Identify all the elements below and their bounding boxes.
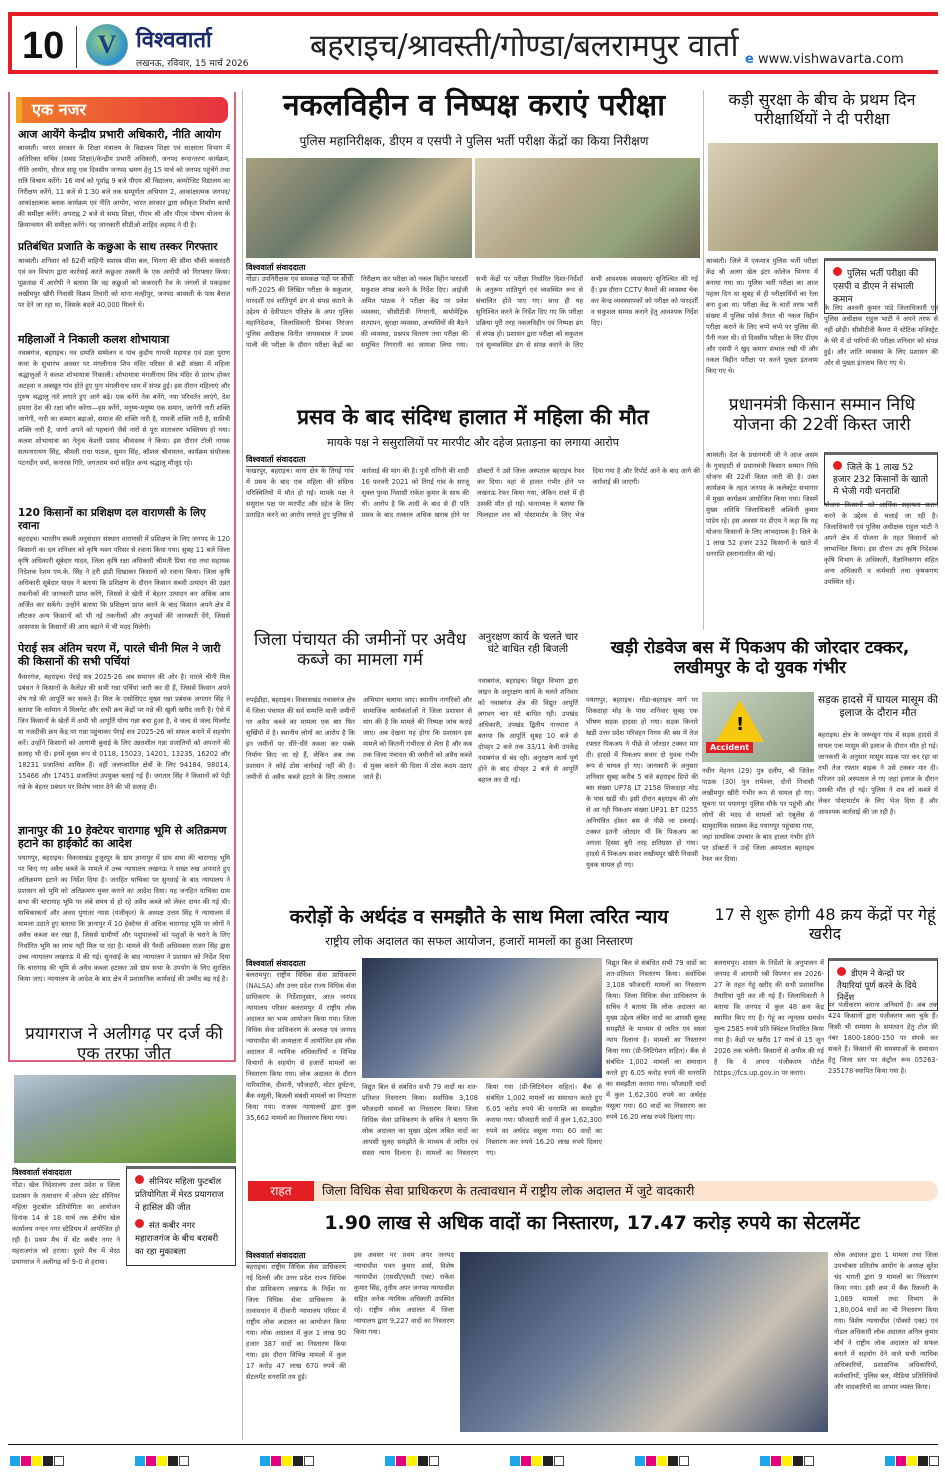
brief-story-4 — [18, 507, 230, 640]
accident-body: पयागपुर, बहराइच। गोंडा-बहराइच मार्ग पर शिकदाहा मोड़ के पास शनिवार सुबह एक भीषण सड़क हादसा हो गया। सड़क किनारे खड़ी उत्तर प्रदेश परिवहन निगम की बस में तेज रफ्तार पिकअप ने पीछे से जोरदार टक्कर मार दी। हादसे में पिकअप सवार दो युवक गंभीर रूप से घायल हो गए। जानकारी के अनुसार शनिवार सुबह करीब 5 बजे बहराइच डिपो की बस संख्या UP78 LT 2158 शिकदाहा मोड़ के पास खड़ी थी। इसी दौरान बहराइच की ओर से आ रही पिकअप संख्या UP31 BT 0255 अनियंत्रित होकर बस से पीछे जा टकराई। टक्कर इतनी जोरदार थी कि पिकअप का अगला हिस्सा बुरी तरह क्षतिग्रस्त हो गया। हादसे में पिकअप सवार लखीमपुर खीरी निवासी युवक घायल हो गए। — [586, 696, 698, 869]
logo-letter: V — [97, 30, 117, 59]
sports-highlights-box — [126, 1166, 236, 1266]
bullet-dot-icon — [837, 967, 846, 976]
rahat-kicker: जिला विधिक सेवा प्राधिकरण के तत्वावधान में राष्ट्रीय लोक अदालत में जुटे वादकारी — [322, 1183, 695, 1198]
bullet-dot-icon — [135, 1219, 144, 1228]
sports-byline: विश्ववार्ता संवाददाता — [12, 1167, 120, 1180]
masthead-divider — [76, 26, 77, 68]
child-death-body: बहराइच। क्षेत्र के जरूखुन गांव में सड़क हादसे में घायल एक मासूम की इलाज के दौरान मौत हो गई। जानकारी के अनुसार मासूम सड़क पार कर रहा था तभी तेज रफ्तार बाइक ने उसे टक्कर मार दी। परिजन उसे अस्पताल ले गए जहां इलाज के दौरान उसकी मौत हो गई। पुलिस ने शव को कब्जे में लेकर पोस्टमार्टम के लिए भेज दिया है और आवश्यक कार्रवाई की जा रही है। — [818, 731, 938, 816]
story-body: बहराइच। भारतीय सब्जी अनुसंधान संस्थान वाराणसी में प्रशिक्षण के लिए जनपद के 120 किसानों का दल शनिवार को कृषि भवन परिसर से रवाना किया गया। सुबह 11 बजे जिला कृषि अधिकारी सूबेदार यादव, जिला कृषि रक्षा अधिकारी श्रीमती प्रिया नंदा तथा सहायक निदेशक रेशम एम.के. सिंह ने हरी झंडी दिखाकर किसानों को रवाना किया। जिला कृषि अधिकारी सूबेदार यादव ने बताया कि प्रशिक्षण के दौरान किसान सब्जी उत्पादन की उन्नत तकनीकों की जानकारी प्राप्त करेंगे, जिससे वे खेती में बेहतर उत्पादन कर अधिक आय अर्जित कर सकेंगे। उन्होंने बताया कि प्रशिक्षण प्राप्त करने के बाद किसान अपने क्षेत्र में लौटकर अन्य किसानों को भी नई तकनीकों और अनुभवों की जानकारी देंगे, जिससे आसपास के किसानों की आय बढ़ाने में भी मदद मिलेगी। — [18, 535, 230, 632]
brief-story-5 — [18, 642, 230, 802]
column-rule — [703, 90, 704, 630]
exam-body: श्रावस्ती। जिले में एकमात्र पुलिस भर्ती परीक्षा केंद्र श्री अलग खेल इंटर कॉलेज भिनगा में बनाया गया था। पुलिस भर्ती परीक्षा का आज पहला दिन था सुबह से ही परीक्षार्थियों का रेला बना हुआ था। परीक्षा केंद्र के चारों तरफ भारी संख्या में पुलिस फोर्स तैनात थी नकल विहीन परीक्षा कराने के लिए चप्पे चप्पे पर पुलिस की पैनी नजर थी। दो दिवसीय परीक्षा के लिए डीएम और एसपी ने खुद कमान संभाल रखी थी और नकल विहीन परीक्षा पर करने पुख्ता इंतजाम किए गए थे। — [706, 257, 818, 375]
lead-headline: नकलविहीन व निष्पक्ष कराएं परीक्षा — [283, 88, 665, 123]
highlight-text: डीएम ने केन्द्रों पर तैयारियां पूर्ण करने के दिये निर्देश — [837, 969, 917, 1003]
lok-adalat-body-lower: विद्युत बिल से संबंधित सभी 79 वादों का शत-प्रतिशत निस्तारण किया। सर्वाधिक 3,108 फौजदारी मामलों का निस्तारण किया। जिला विधिक सेवा प्राधिकरण के सचिव ने बताया कि लोक अदालत का मुख्य उद्देश्य लंबित वादों का आपसी सुलह समझौते के माध्यम से त्वरित एवं सस्ता न्याय दिलाना है। मामलों का निस्तारण किया गया (प्री-लिटिगेशन सहित)। बैंक से संबंधित 1,002 मामलों का समाधान करते हुए 6.05 करोड़ रुपये की धनराशि का समझौता कराया गया। फौजदारी वादों में कुल 1,62,300 रुपये का अर्थदंड वसूला गया। 60 वादों का निस्तारण कर रुपये 16.20 लाख रुपये दिलाए गए। — [362, 1083, 602, 1157]
child-death-headline: सड़क हादसे में घायल मासूम की इलाज के दौरान मौत — [818, 694, 939, 719]
story-headline: आज आयेंगे केन्द्रीय प्रभारी अधिकारी, नीति आयोग — [18, 128, 221, 141]
panchayat-body: रुपईडीहा, बहराइच। विकासखंड नवाबगंज क्षेत्र में जिला पंचायत की सर्व सम्पत्ति वाली जमीनों पर अवैध कब्जे का मामला एक बार फिर सुर्खियों में है। स्थानीय लोगों का आरोप है कि इन जमीनों पर धीरे-धीरे कब्जा कर पक्के निर्माण किए जा रहे हैं, लेकिन अब तक प्रशासन ने कोई ठोस कार्रवाई नहीं की है। जमीनों से अवैध कब्जे हटाने के लिए तत्काल अभियान चलाया जाए। स्थानीय नागरिकों और सामाजिक कार्यकर्ताओं ने जिला प्रशासन से मांग की है कि मामले की निष्पक्ष जांच कराई जाए। अब देखना यह होगा कि प्रशासन इस मामले को कितनी गंभीरता से लेता है और कब तक जिला पंचायत की जमीनों को अवैध कब्जे से मुक्त कराने की दिशा में ठोस कदम उठाए जाते हैं। — [246, 696, 472, 781]
exclamation-icon: ! — [736, 714, 745, 735]
cmyk-color-bar — [10, 1451, 940, 1470]
lead-body: गोंडा। उपनिरीक्षक एवं समकक्ष पदों पर सीधी भर्ती-2025 की लिखित परीक्षा के सकुशल, पारदर्शी एवं शांतिपूर्ण ढंग से संपन्न कराने के उद्देश्य से देवीपाटन परिक्षेत्र के अपर पुलिस महानिदेशक, जिलाधिकारी प्रियंका निरंजन पुलिस अधीक्षक विनीत जायसवाल ने प्रथम पाली की परीक्षा के दौरान परीक्षा केंद्रों का निरीक्षण कर परीक्षा को नकल विहीन पारदर्शी सकुशल संपन्न करने के निर्देश दिए। आईजी अमित पाठक ने परीक्षा केंद्र पर प्रवेश व्यवस्था, सीसीटीवी निगरानी, बायोमेट्रिक सत्यापन, सुरक्षा व्यवस्था, अभ्यर्थियों की बैठने की व्यवस्था, प्रश्नपत्र वितरण तथा परीक्षा की समुचित निगरानी का जायजा लिया गया। सभी केंद्रों पर परीक्षा निर्धारित दिशा-निर्देशों के अनुरूप शांतिपूर्ण एवं व्यवस्थित रूप से संचालित होते पाए गए। साथ ही यह सुनिश्चित करने के निर्देश दिए गए कि परीक्षा प्रक्रिया पूरी तरह नकलविहीन एवं निष्पक्ष ढंग से संपन्न हो। प्रशासन द्वारा परीक्षा को सकुशल एवं सुव्यवस्थित ढंग से संपन्न कराने के लिए सभी आवश्यक व्यवस्थाएं सुनिश्चित की गई हैं। इस दौरान CCTV कैमरों की व्यवस्था चेक कर केन्द्र व्यवस्थापकों को परीक्षा को पारदर्शी व सकुशल सम्पन्न कराने हेतु आवश्यक निर्देश दिए। — [246, 275, 698, 349]
accident-warning-photo — [702, 692, 814, 762]
highlight-text: पुलिस भर्ती परीक्षा की एसपी व डीएम ने संभाली कमान — [833, 269, 919, 305]
cmyk-swatch-group — [385, 1451, 440, 1470]
brief-story-3 — [18, 333, 230, 476]
print-registration-rule — [8, 1444, 938, 1445]
bullet-dot-icon — [833, 267, 842, 276]
electricity-body: नवाबगंज, बहराइच। विद्युत विभाग द्वारा लाइन के अनुरक्षण कार्य के चलते शनिवार को नवाबगंज क्षेत्र की विद्युत आपूर्ति लगभग चार घंटे बाधित रही। उपखंड अधिकारी, उपखंड द्वितीय नानपारा ने बताया कि आपूर्ति सुबह 10 बजे से दोपहर 2 बजे तक 33/11 केवी उपकेंद्र नवाबगंज से बंद रही। अनुरक्षण कार्य पूर्ण होने के बाद दोपहर 2 बजे से आपूर्ति बहाल कर दी गई। — [478, 677, 578, 784]
wheat-purchase-headline: 17 से शुरू होगी 48 क्रय केंद्रों पर गेहूं खरीद — [714, 905, 936, 944]
page-number: 10 — [22, 25, 65, 67]
panchayat-headline: जिला पंचायत की जमीनों पर अवैध कब्जे का मामला गर्म — [253, 630, 467, 671]
woman-death-subheadline: मायके पक्ष ने ससुरालियों पर मारपीट और दहेज प्रताड़ना का लगाया आरोप — [327, 436, 619, 449]
column-rule — [242, 90, 243, 1440]
story-headline: प्रतिबंधित प्रजाति के कछुआ के साथ तस्कर गिरफ्तार — [18, 241, 218, 253]
ek-najar-label: एक नजर — [16, 97, 228, 123]
story-body: कैसरगंज, बहराइच। पेराई सत्र 2025-26 अब समापन की ओर है। पारले चीनी मिल प्रबंधन ने किसानों के कैलेंडर की सभी गन्ना पर्चियां जारी कर दी हैं, जिससे किसान अपने शेष गन्ने की आपूर्ति कर सकते हैं। मिल के एसोसिएट मुख्य गन्ना प्रबंधक जगतार सिंह ने बताया कि वर्तमान में मिलगेट और सभी क्रय केंद्रों पर गन्ने की खुली खरीद जारी है। ऐसे में जिन किसानों के खेतों में अभी भी आपूर्ति योग्य गन्ना बचा हुआ है, वे जल्द से जल्द मिलगेट या नजदीकी क्रय केंद्र पर गन्ना पहुंचाकर पेराई सत्र 2025-26 को सफल बनाने में सहयोग करें। उन्होंने किसानों को आगामी बुवाई के लिए उन्नतशील गन्ना प्रजातियों को अपनाने की सलाह भी दी। इनमें मुख्य रूप से 0118, 15023, 14201, 13235, 16202 और 18231 प्रजातियां शामिल हैं। वहीं जलप्लावित क्षेत्रों के लिए 94184, 98014, 15466 और 17451 प्रजातियां उपयुक्त बताई गई हैं। जगतार सिंह ने किसानों को पेड़ी गन्ने के बेहतर प्रबंधन पर विशेष ध्यान देने की भी सलाह दी। — [18, 673, 230, 792]
woman-death-body: फखरपुर, बहराइच। थाना क्षेत्र के तिगई गांव में प्रसव के बाद एक महिला की संदिग्ध परिस्थितियों में मौत हो गई। मायके पक्ष ने ससुराल पक्ष पर मारपीट और दहेज के लिए प्रताड़ित करने का आरोप लगाते हुए पुलिस से कार्रवाई की मांग की है। पुत्री रागिनी की शादी 16 फरवरी 2021 को तिगई गांव के सरजू शुक्ल पुरवा निवासी राकेश कुमार के साथ की थी। आरोप है कि शादी के बाद से ही पति प्रसव के बाद तत्काल अधिक खराब होने पर डॉक्टरों ने उसे जिला अस्पताल बहराइच रेफर कर दिया। वहां से हालत गंभीर होने पर लखनऊ रेफर किया गया, लेकिन रास्ते में ही उसकी मौत हो गई। थानाध्यक्ष ने बताया कि फिलहाल शव को पोस्टमार्टम के लिए भेज दिया गया है और रिपोर्ट आने के बाद आगे की कार्रवाई की जाएगी। — [246, 467, 700, 519]
story-body: पयागपुर, बहराइच। विकासखंड हुजूरपुर के ग्राम ज्ञानापुर में ग्राम सभा की चारागाह भूमि पर किए गए अवैध कब्जे के मामले में उच्च न्यायालय लखनऊ ने सख्त रुख अपनाते हुए अतिक्रमण हटाने का निर्देश दिया है। जनहित याचिका पर सुनवाई के बाद न्यायालय ने प्रशासन को भूमि को अतिक्रमण मुक्त कराने का आदेश दिया। यह जनहित याचिका ग्राम सभा की चारागाह भूमि पर लंबे समय से हो रहे अवैध कब्जे को लेकर दायर की गई थी। याचिकाकर्ता और अवध युगांतर न्यास (पंजीकृत) के अध्यक्ष उत्तम सिंह ने न्यायालय में मामला उठाते हुए बताया कि ज्ञानापुर में 10 हेक्टेयर से अधिक चारागाह भूमि पर लोगों ने अवैध कब्जा कर रखा है, जिससे ग्रामीणों और पशुपालकों को पशुओं के चराने के लिए निर्धारित भूमि का लाभ नहीं मिल पा रहा है। मामले की पैरवी अधिवक्ता राजन सिंह द्वारा उच्च न्यायालय लखनऊ में की गई। सुनवाई के बाद न्यायालय ने प्रशासन को निर्देश दिया कि चारागाह की भूमि से अवैध कब्जा हटाकर उसे ग्राम सभा के उपयोग के लिए सुरक्षित किया जाए। न्यायालय के आदेश के बाद क्षेत्र में प्रशासनिक कार्यवाई की उम्मीद बढ़ गई है। — [18, 854, 230, 984]
story-headline: ज्ञानापुर की 10 हेक्टेयर चारागाह भूमि से अतिक्रमण हटाने का हाईकोर्ट का आदेश — [18, 824, 227, 851]
highlight-text: जिले के 1 लाख 52 हजार 232 किसानों के खातो मे भेजी गयी धनराशि — [833, 463, 929, 497]
website-url: www.vishwavarta.com — [757, 52, 904, 67]
dateline: लखनऊ, रविवार, 15 मार्च 2026 — [136, 59, 249, 69]
kisan-headline: प्रधानमंत्री किसान सम्मान निधि योजना की 22वीं किस्त जारी — [728, 395, 916, 436]
story-body: श्रावस्ती। शनिवार को 62वीं वाहिनी सशस्त्र सीमा बल, भिनगा की सीमा चौकी ककरदरी एवं वन विभाग द्वारा कार्रवाई करते कछुआ तस्करी के एक आरोपी को गिरफ्तार किया। पूछताछ में आरोपी ने बताया कि वह कछुओं को ककरदरी रेंज के जंगलों से पकड़कर लखीमपुर खीरी निवासी विक्रम तिवारी को थाना मल्हीपुर, जनपद श्रावस्ती के पास बैराज पर देने जा रहा था, जिसके बदले 40,000 मिलने थे। — [18, 256, 230, 309]
woman-death-headline: प्रसव के बाद संदिग्ध हालात में महिला की मौत — [297, 405, 649, 429]
rahat-body-col3: लोक अदालत द्वारा 1 मामला तथा जिला उपभोक्ता प्रतितोष आयोग के अध्यक्ष सुरेश चंद भारती द्वारा 9 मामलों का निस्तारण किया गया। इसी क्रम में बैंक रिकवरी के 1,069 मामलों तथा विभाग के 1,80,004 वादों का भी निस्तारण किया गया। विशेष न्यायाधीश (पॉक्सो एक्ट) एवं नोडल अधिकारी लोक अदालत अनिल कुमार मौर्य ने राष्ट्रीय लोक अदालत को सफल बनाने में सहयोग देने वाले सभी न्यायिक अधिकारियों, प्रशासनिक अधिकारियों, कर्मचारियों, पुलिस बल, मीडिया प्रतिनिधियों और वादकारियों का आभार व्यक्त किया। — [834, 1251, 938, 1391]
highlight-item — [135, 1219, 227, 1259]
cmyk-swatch-group — [510, 1451, 565, 1470]
cmyk-swatch-group — [760, 1451, 815, 1470]
cmyk-swatch-group — [260, 1451, 315, 1470]
rahat-body: बहराइच। राष्ट्रीय विधिक सेवा प्राधिकरण नई दिल्ली और उत्तर प्रदेश राज्य विधिक सेवा प्राधिकरण लखनऊ के निर्देश पर जिला विधिक सेवा प्राधिकरण के तत्वावधान में दीवानी न्यायालय परिसर में राष्ट्रीय लोक अदालत का आयोजन किया गया। लोक अदालत में कुल 1 लाख 90 हजार 387 वादों का निस्तारण किया गया। इस दौरान विभिन्न मामलों में कुल 17 करोड़ 47 लाख 670 रुपये की सेटलमेंट धनराशि तय हुई। — [246, 1263, 346, 1381]
browser-e-icon: e — [745, 52, 754, 67]
lead-byline: विश्ववार्ता संवाददाता — [246, 262, 354, 275]
officials-walking-photo — [475, 158, 700, 258]
lok-adalat-ceremony-photo — [362, 958, 602, 1078]
story-body: श्रावस्ती। भारत सरकार के शिक्षा मंत्रालय के विद्यालय शिक्षा एवं साक्षरता विभाग में अतिरिक्त सचिव (समग्र शिक्षा)/केन्द्रीय प्रभारी अधिकारी, जनपद रूपान्तरण कार्यक्रम, नीति आयोग, धीरज साहू एक दिवसीय जनपद भ्रमण हेतु 15 मार्च को जनपद पहुंचेंगे तथा रात्रि विश्राम करेंगे। 16 मार्च को पूर्वाह्न 9 बजे पीएम श्री विद्यालय, कम्पोजिट विद्यालय का निरीक्षण करेंगे, 11 बजे से 1.30 बजे तक सम्पूर्णता अभियान 2, आकांक्षात्मक जनपद/आकांक्षात्मक ब्लाक कार्यक्रम एवं नीति आयोग, भारत सरकार द्वारा स्वीकृत निर्माण कार्यों की समीक्षा करेंगे। अपराह्न 2 बजे से समग्र शिक्षा, पीएम श्री और पीएम पोषण योजना के क्रियान्वयन की समीक्षा करेंगे। यह जानकारी सीडीओ शाहिद अहमद ने दी है। — [18, 144, 230, 230]
cmyk-swatch-group — [135, 1451, 190, 1470]
highlight-text: सीनियर महिला फुटबॉल प्रतियोगिता में मेरठ प्रयागराज ने हासिल की जीत — [135, 1177, 224, 1213]
sports-body: गोंडा। खेल निदेशालय उत्तर प्रदेश व जिला प्रशासन के तत्वाधान में ओपन स्टेट सीनियर महिला फुटबॉल प्रतियोगिता का आयोजन दिनांक 14 से 18 मार्च तक क्षेत्रीय खेल कार्यालय नन्दन नगर स्टेडियम में आयोजित हो रही है। प्रथम मैच में सेंट कबीर नगर ने महराजगंज को हराया। दूसरे मैच में मेरठ प्रयागराज ने अलीगढ़ को 9-0 से हराया। — [12, 1181, 120, 1266]
kisan-body-continued: योजना किसानों को आर्थिक सहायता प्रदान करने के उद्देश्य से चलाई जा रही है। जिलाधिकारी एवं पुलिस अधीक्षक राहुल भाटी ने अपने क्षेत्र में योजना के तहत किसानों को लाभान्वित किया। इस दौरान उप कृषि निदेशक कृषि विभाग के अधिकारी, वैज्ञानिकगण सहित अन्य अधिकारी व कर्मचारी तथा कृषकगण उपस्थित रहे। — [824, 501, 938, 586]
lok-adalat-headline: करोड़ों के अर्थदंड व समझौते के साथ मिला त्वरित न्याय — [289, 906, 669, 928]
kisan-highlight-box — [824, 452, 938, 505]
rahat-body-col2: इस अवसर पर प्रथम अपर जनपद न्यायाधीश पवन कुमार शर्मा, विशेष न्यायाधीश (एससी/एसटी एक्ट) राकेश कुमार सिंह, तृतीय अपर जनपद न्यायाधीश सहित अनेक न्यायिक अधिकारी उपस्थित रहे। राष्ट्रीय लोक अदालत में जिला न्यायालय द्वारा 9,227 वादों का निस्तारण किया गया। — [354, 1251, 454, 1336]
brief-story-2 — [18, 241, 230, 326]
cmyk-swatch-group — [10, 1451, 65, 1470]
lok-adalat-crowd-photo — [460, 1252, 828, 1432]
highlight-item — [135, 1175, 227, 1215]
vishwavarta-logo-icon — [86, 24, 128, 66]
website-link[interactable] — [745, 52, 904, 67]
football-match-photo — [14, 1075, 236, 1163]
lead-subheadline: पुलिस महानिरीक्षक, डीएम व एसपी ने पुलिस भर्ती परीक्षा केंद्रों का किया निरीक्षण — [299, 134, 649, 148]
wheat-purchase-body-continued: पर पंजीकरण कराना अनिवार्य है। अब तक 424 किसानों द्वारा पंजीकरण करा चुके हैं। किसी भी समस्या के समाधान हेतु टोल फ्री नंबर 1800-1800-150 पर संपर्क कर सकते हैं। किसानों की समस्याओं के समाधान हेतु जिला स्तर पर कंट्रोल रूम 05263-235178 स्थापित किया गया है। — [828, 1001, 938, 1075]
lok-adalat-byline: विश्ववार्ता संवाददाता — [246, 958, 356, 971]
kisan-body: श्रावस्ती। देश के प्रधानमंत्री जी ने आज असम के गुवाहाटी से प्रधानमंत्री किसान सम्मान निधि योजना की 22वीं किस्त जारी की है। उक्त कार्यक्रम के तहत जनपद के कलेक्ट्रेट सभागार में मुख्य कार्यक्रम आयोजित किया गया। जिसमें मुख्य अतिथि जिलाधिकारी अश्विनी कुमार पांडेय रहे। इस अवसर पर डीएम ने कहा कि यह योजना किसानों के लिए लाभदायक है। जिले के 1 लाख 52 हजार 232 किसानों के खाते में धनराशि हस्तानांतरित की गई। — [706, 451, 818, 558]
bullet-dot-icon — [135, 1175, 144, 1184]
brand-name: विश्ववार्ता — [136, 28, 212, 53]
rahat-headline: 1.90 लाख से अधिक वादों का निस्तारण, 17.47 करोड़ रुपये का सेटलमेंट — [324, 1212, 860, 1234]
story-headline: महिलाओं ने निकाली कलश शोभायात्रा — [18, 333, 170, 346]
cmyk-swatch-group — [885, 1451, 940, 1470]
woman-death-byline: विश्ववार्ता संवाददाता — [246, 454, 354, 467]
rahat-byline: विश्ववार्ता संवाददाता — [246, 1250, 346, 1263]
story-body: नवाबगंज, बहराइच। नव दम्पति सम्मेलन व पांच कुंडीय गायत्री महायज्ञ एवं प्रज्ञा पुराण कथा के शुभारंभ अवसर पर मंगलीनाथ शिव मंदिर परिसर से बड़ी संख्या में महिला श्रद्धालुओं ने कलश शोभायात्रा निकाली। शोभायात्रा मंगलीनाथ शिव मंदिर से प्रारंभ होकर अटहवा व अक्खूत गांव होते हुए पुनः मंगलीनाथ धाम में संपन्न हुई। इस दौरान महिलाएं और पुरुष श्रद्धालु नारे लगाते हुए आगे बढ़े। एक बनेंगे नेक बनेंगे, नया परिवर्तन लाएंगे, देश हमारा देश की रक्षा कौन करेगा—हम करेंगे, मनुष्य-मनुष्य एक समान, जागेगी नारी शक्ति जागेगी, नारी का सम्मान बढ़ाओ, समाज की शक्ति नारी है, गायत्री शक्ति नारी है, सावित्री शक्ति नारी है, जागो अपने को पहचानो जैसे नारों से पूरा वातावरण भक्तिमय हो गया। कलश शोभायात्रा का नेतृत्व केशरी प्रसाद श्रीवास्तव ने किया। इस दौरान टोली नायक सत्यनारायण सिंह, श्रीमती राधा पाठक, सुमन सिंह, कौशल श्रीवास्तव, कार्यक्रम संयोजक पटनदीन वर्मा, कनारस गिरि, जगतराम वर्मा सहित अन्य श्रद्धालु मौजूद रहे। — [18, 349, 230, 468]
sports-headline: प्रयागराज ने अलीगढ़ पर दर्ज की एक तरफा जीत — [25, 1024, 223, 1065]
rahat-tag: राहत — [248, 1181, 314, 1201]
accident-headline: खड़ी रोडवेज बस में पिकअप की जोरदार टक्कर, लखीमपुर के दो युवक गंभीर — [610, 638, 910, 679]
lok-adalat-subheadline: राष्ट्रीय लोक अदालत का सफल आयोजन, हजारों मामलों का हुआ निस्तारण — [325, 934, 633, 948]
story-headline: पेराई सत्र अंतिम चरण में, पारले चीनी मिल ने जारी की किसानों की सभी पर्चियां — [18, 642, 221, 669]
exam-centre-photo — [708, 143, 938, 251]
electricity-headline: अनुरक्षण कार्य के चलते चार घंटे बाधित रही बिजली — [478, 632, 579, 655]
story-headline: 120 किसानों का प्रशिक्षण दल वाराणसी के लिए रवाना — [18, 507, 206, 532]
lok-adalat-body: बलरामपुर। राष्ट्रीय विधिक सेवा प्राधिकरण (NALSA) और उत्तर प्रदेश राज्य विधिक सेवा प्राधिकरण के निर्देशानुसार, आज जनपद न्यायालय परिसर बलरामपुर में राष्ट्रीय लोक अदालत का भव्य आयोजन किया गया। जिला विधिक सेवा प्राधिकरण के अध्यक्ष एवं जनपद न्यायाधीश की अध्यक्षता में आयोजित इस लोक अदालत में न्यायिक अधिकारियों व विभिन्न विभागों के सहयोग से हजारों मामलों का निस्तारण किया गया। लोक अदालत के दौरान पारिवारिक, दीवानी, फौजदारी, मोटर दुर्घटना, बैंक वसूली, बिजली संबंधी मामलों का निपटारा किया गया। राजस्व न्यायालयों द्वारा कुल 35,662 मामलों का निस्तारण किया गया। — [246, 971, 356, 1122]
lok-adalat-body-right: विद्युत बिल से संबंधित सभी 79 वादों का शत-प्रतिशत निस्तारण किया। सर्वाधिक 3,108 फौजदारी मामलों का निस्तारण किया। जिला विधिक सेवा प्राधिकरण के सचिव ने बताया कि लोक अदालत का मुख्य उद्देश्य लंबित वादों का आपसी सुलह समझौते के माध्यम से त्वरित एवं सस्ता न्याय दिलाना है। मामलों का निस्तारण किया गया (प्री-लिटिगेशन सहित)। बैंक से संबंधित 1,002 मामलों का समाधान करते हुए 6.05 करोड़ रुपये की धनराशि का समझौता कराया गया। फौजदारी वादों में कुल 1,62,300 रुपये का अर्थदंड वसूला गया। 60 वादों का निस्तारण कर रुपये 16.20 लाख रुपये दिलाए गए। — [606, 959, 706, 1121]
section-title: बहराइच/श्रावस्ती/गोण्डा/बलरामपुर वार्ता — [310, 28, 738, 64]
accident-label: Accident — [706, 742, 753, 753]
exam-headline: कड़ी सुरक्षा के बीच के प्रथम दिन परीक्षार्थियों ने दी परीक्षा — [728, 90, 916, 129]
control-room-inspection-photo — [246, 158, 472, 258]
wheat-purchase-body: बलरामपुर। शासन के निर्देशों के अनुपालन में जनपद में आगामी रबी विपणन सत्र 2026-27 के तहत गेहूं खरीद की सभी प्रशासनिक तैयारियां पूरी कर ली गई हैं। जिलाधिकारी ने बताया कि जनपद में कुल 48 क्रय केंद्र स्थापित किए गए हैं। गेहूं का न्यूनतम समर्थन मूल्य 2585 रुपये प्रति क्विंटल निर्धारित किया गया है। केंद्रों पर खरीद 17 मार्च से 15 जून 2026 तक चलेगी। किसानों से अपील की गई है कि वे अपना पंजीकरण पोर्टल https://fcs.up.gov.in पर कराएं। — [714, 959, 824, 1077]
highlight-text: संत कबीर नगर महाराजगंज के बीच बराबरी का रहा मुकाबला — [135, 1221, 219, 1257]
brief-story-1 — [18, 128, 230, 235]
brief-story-6 — [18, 824, 230, 991]
bullet-dot-icon — [833, 461, 842, 470]
cmyk-swatch-group — [635, 1451, 690, 1470]
accident-body-continued: नवीन मेहनन (29) पुत्र दलीप, श्री जितेश पाठक (30) पुत्र रामेश्वर, दोनों निवासी लखीमपुर खीरी गंभीर रूप से घायल हो गए। सूचना पर पयागपुर पुलिस मौके पर पहुंची और लोगों की मदद से घायलों को एंबुलेंस से सामुदायिक स्वास्थ्य केंद्र पयागपुर पहुंचाया गया, जहां प्राथमिक उपचार के बाद हालत गंभीर होने पर डॉक्टरों ने उन्हें जिला अस्पताल बहराइच रेफर कर दिया। — [702, 767, 814, 863]
exam-body-continued: के लिए अश्वनी कुमार पांडे जिलाधिकारी एवं पुलिस अधीक्षक राहुल भाटी ने अपने तरफ से नहीं छोड़ी। सीसीटीवी कैमरा में स्टेटिक मजिस्ट्रेट के घेरे में दो पारियों की परीक्षा शनिवार को संपन्न हुई। और शांति व्यवस्था के लिए प्रशासन की ओर से पुख्ता इंतजाम किए गए थे। — [824, 304, 938, 367]
